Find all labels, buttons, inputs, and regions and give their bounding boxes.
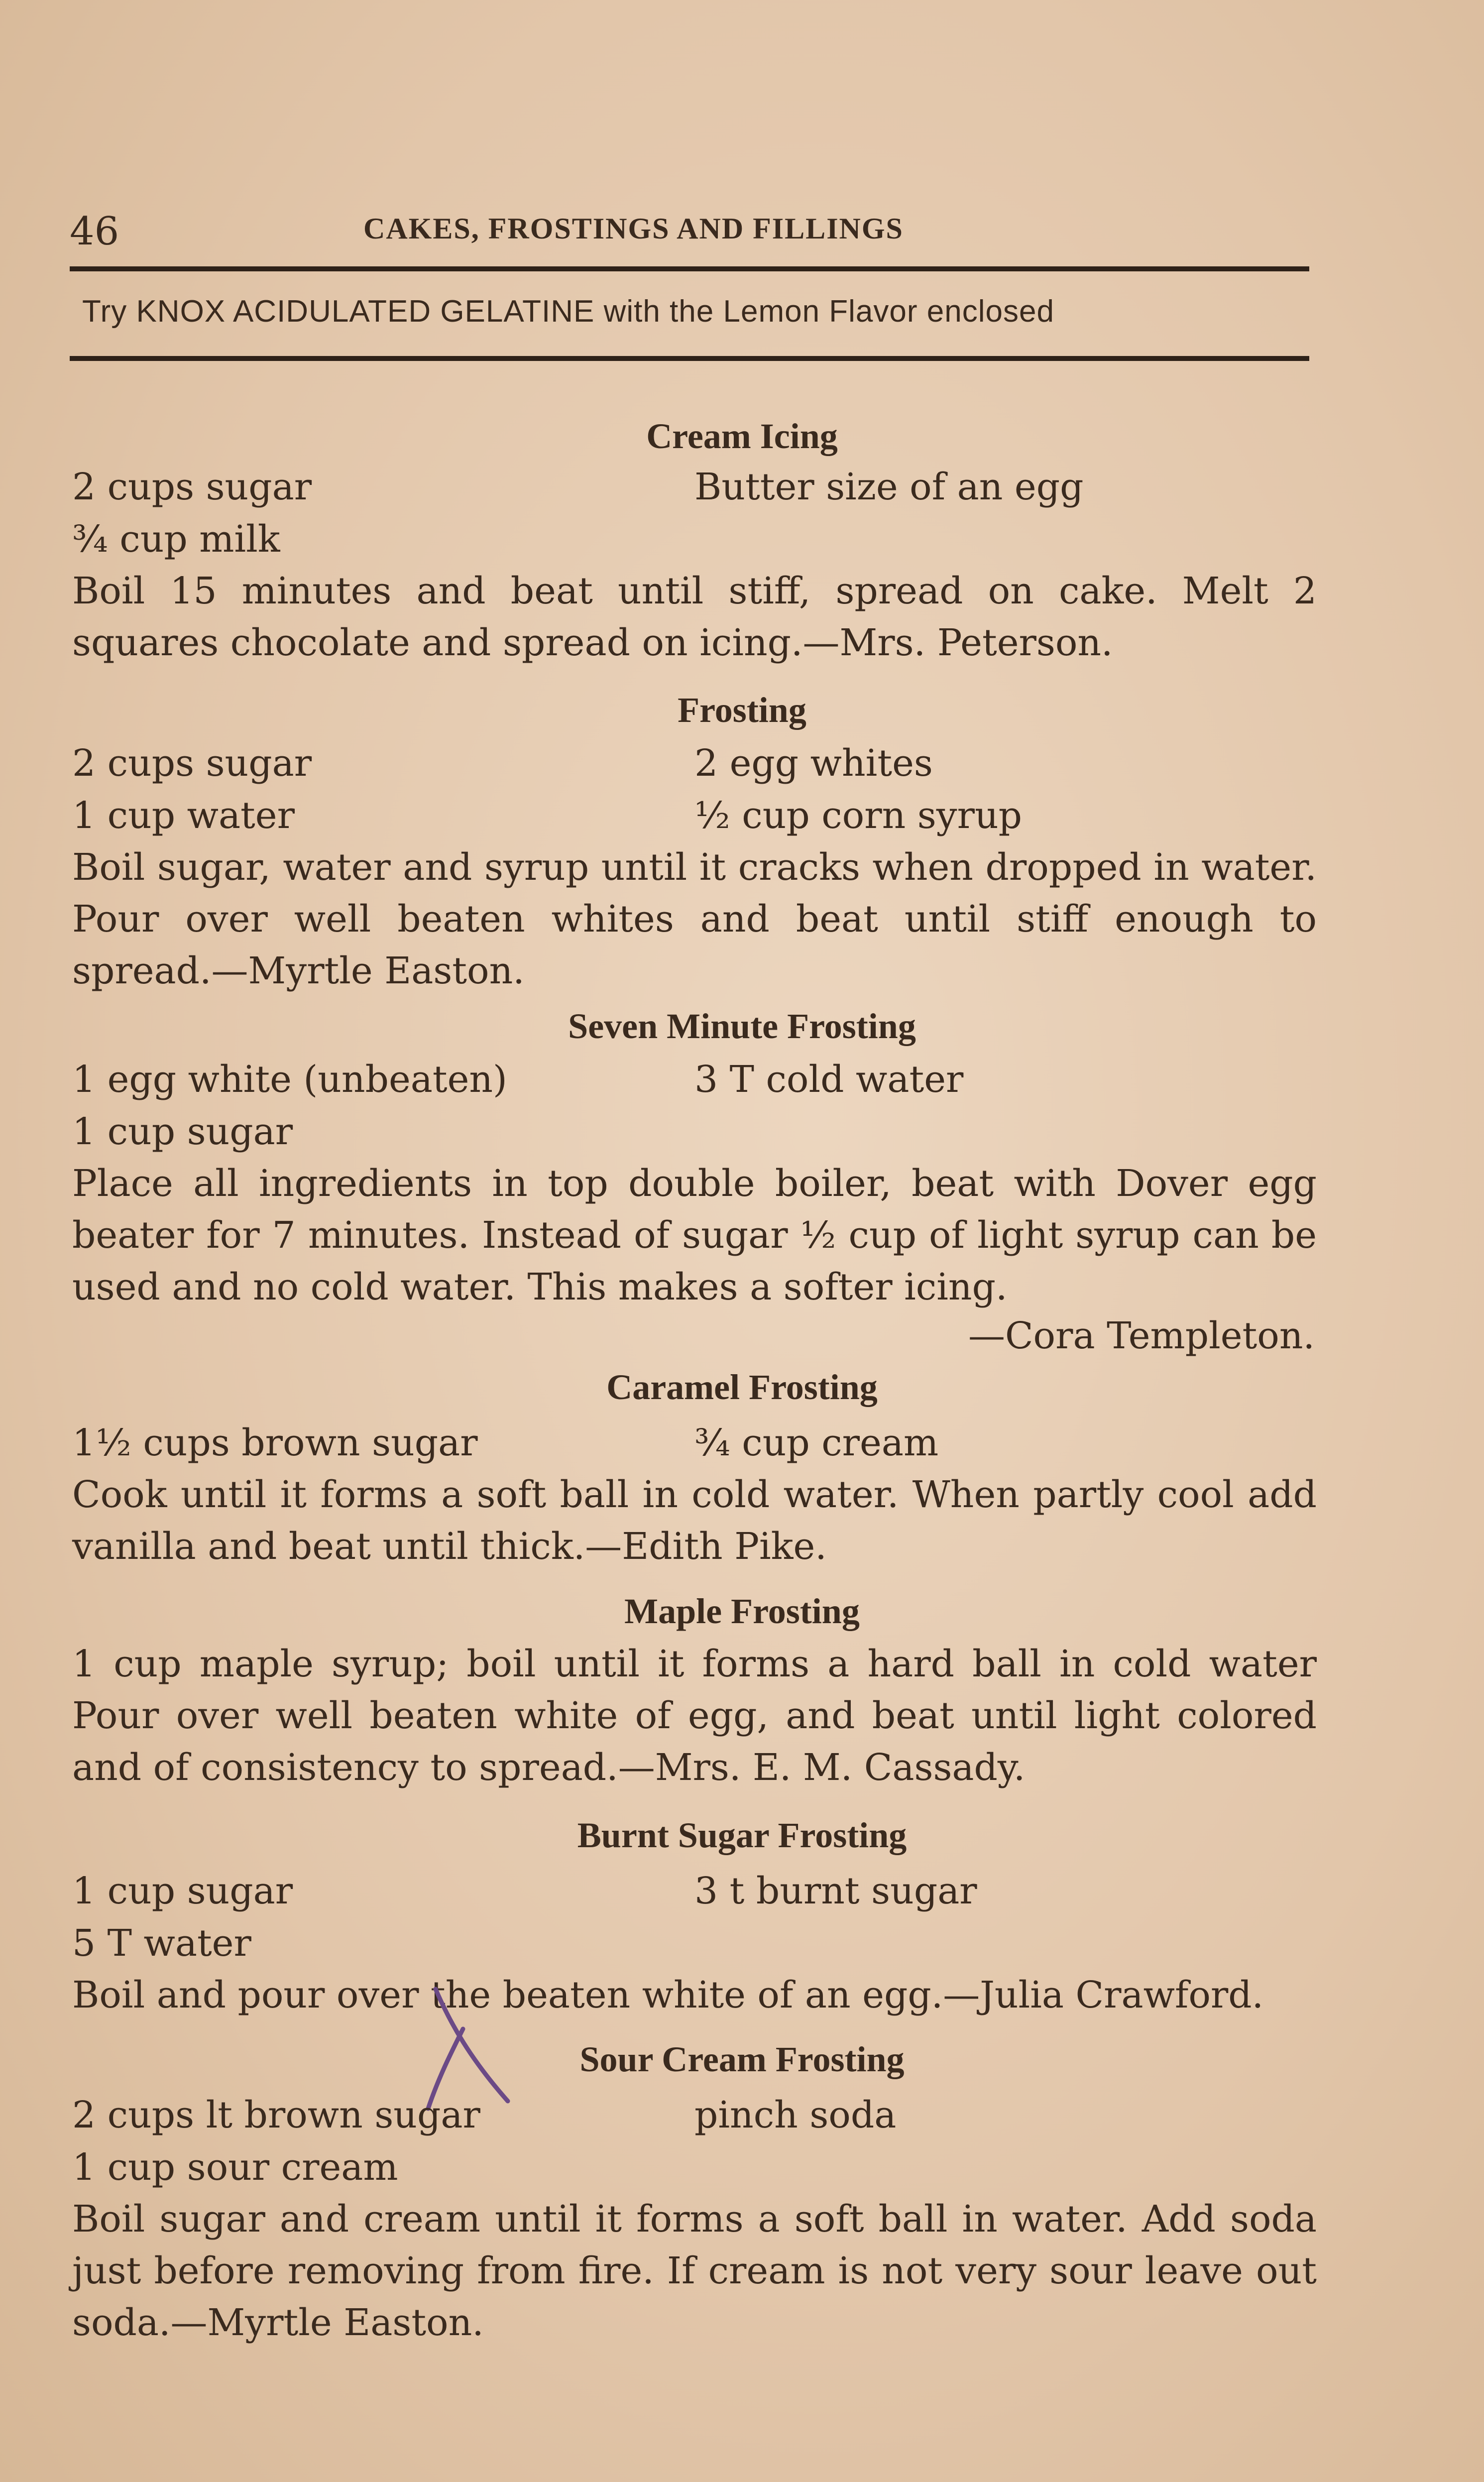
- recipe-method: Boil sugar, water and syrup until it cracks when dropped in water. Pour over well beaten whites and beat until stiff enough to spread.—Myrtle Easton.: [72, 846, 1317, 992]
- recipe-title: Frosting: [678, 690, 806, 730]
- ingredient: 1 cup water: [72, 794, 295, 837]
- recipe-title: Maple Frosting: [624, 1591, 860, 1631]
- ingredient: ½ cup corn syrup: [694, 794, 1022, 837]
- recipe-title: Cream Icing: [646, 416, 838, 456]
- recipe-method: Boil sugar and cream until it forms a soft ball in water. Add soda just before removing from fire. If cream is not very sour leave out soda.—Myrtle Easton.: [72, 2198, 1317, 2344]
- recipe-title: Caramel Frosting: [606, 1367, 878, 1407]
- banner-rule: [70, 356, 1309, 361]
- top-rule: [70, 266, 1309, 271]
- ingredient: Butter size of an egg: [694, 466, 1084, 508]
- ingredient: 3 T cold water: [694, 1058, 964, 1101]
- ingredient: 2 egg whites: [694, 742, 933, 785]
- recipe-title: Seven Minute Frosting: [568, 1006, 916, 1046]
- advertisement-banner: Try KNOX ACIDULATED GELATINE with the Lemon Flavor enclosed: [82, 294, 1054, 329]
- ingredient: ¾ cup cream: [694, 1421, 939, 1464]
- ingredient: 2 cups sugar: [72, 742, 312, 785]
- ingredient: 5 T water: [72, 1922, 251, 1965]
- ingredient: 1 cup sugar: [72, 1870, 293, 1912]
- ingredient: 2 cups lt brown sugar: [72, 2094, 480, 2136]
- ingredient: pinch soda: [694, 2094, 897, 2136]
- recipe-method: Boil 15 minutes and beat until stiff, spread on cake. Melt 2 squares chocolate and spread on icing.—Mrs. Peterson.: [72, 570, 1317, 664]
- recipe-method: Cook until it forms a soft ball in cold water. When partly cool add vanilla and beat until thick.—Edith Pike.: [72, 1473, 1317, 1568]
- recipe-method: Place all ingredients in top double boiler, beat with Dover egg beater for 7 minutes. Instead of sugar ½ cup of light syrup can be used and no cold water. This makes a softer icing.: [72, 1162, 1317, 1308]
- ingredient: 1 cup sour cream: [72, 2146, 398, 2189]
- ingredient: ¾ cup milk: [72, 518, 280, 561]
- recipe-title: Sour Cream Frosting: [579, 2039, 905, 2079]
- running-title: CAKES, FROSTINGS AND FILLINGS: [363, 212, 904, 245]
- recipe-method: 1 cup maple syrup; boil until it forms a hard ball in cold water Pour over well beaten white of egg, and beat until light colored and of consistency to spread.—Mrs. E. M. Cassady.: [72, 1643, 1317, 1789]
- ingredient: 2 cups sugar: [72, 466, 312, 508]
- ingredient: 1½ cups brown sugar: [72, 1421, 478, 1464]
- page-number: 46: [70, 209, 119, 254]
- recipe-credit: —Cora Templeton.: [968, 1314, 1315, 1357]
- recipe-title: Burnt Sugar Frosting: [577, 1815, 907, 1855]
- ingredient: 1 cup sugar: [72, 1110, 293, 1153]
- ingredient: 1 egg white (unbeaten): [72, 1058, 507, 1101]
- ingredient: 3 t burnt sugar: [694, 1870, 977, 1912]
- recipe-method: Boil and pour over the beaten white of an egg.—Julia Crawford.: [72, 1974, 1264, 2016]
